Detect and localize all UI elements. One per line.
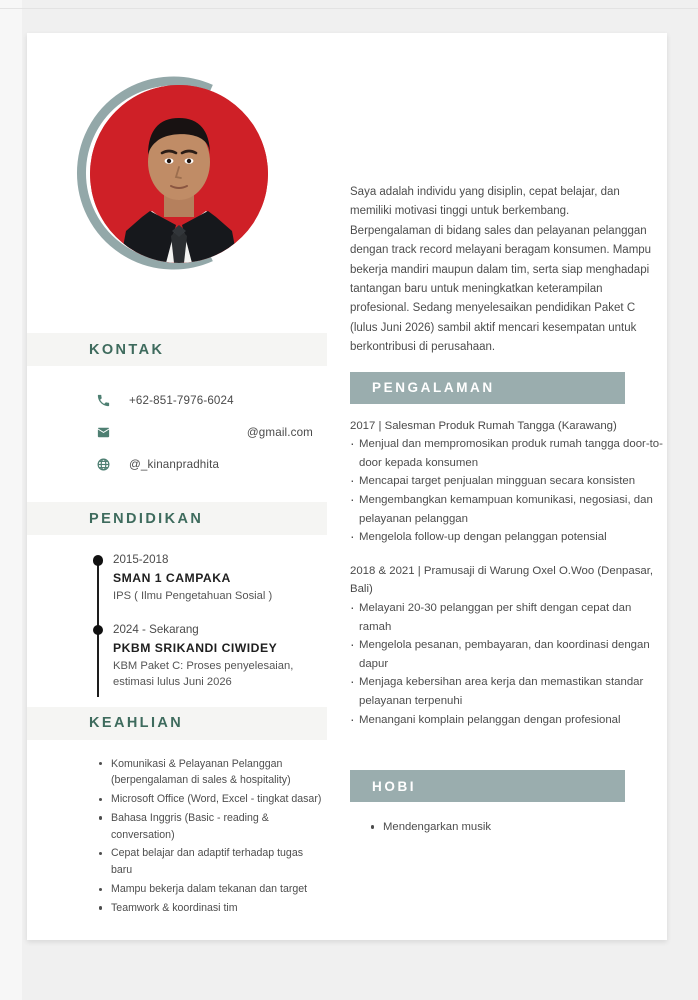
education-item bbox=[27, 621, 327, 691]
cv-right-column bbox=[327, 33, 667, 940]
experience-bullet: · Melayani 20-30 pelanggan per shift dengan cepat dan ramah bbox=[350, 599, 663, 636]
experience-entry bbox=[350, 417, 663, 547]
section-title-hobi: HOBI bbox=[372, 778, 417, 794]
education-item bbox=[27, 551, 327, 605]
spacer bbox=[327, 744, 667, 770]
skill-item: Microsoft Office (Word, Excel - tingkat dasar) bbox=[99, 791, 327, 808]
education-date: 2015-2018 bbox=[113, 553, 169, 566]
section-header-pendidikan bbox=[27, 502, 327, 535]
page-top-divider bbox=[0, 8, 698, 9]
experience-bullets bbox=[350, 435, 663, 547]
hobbies-list bbox=[327, 802, 667, 836]
contact-phone-value: +62-851-7976-6024 bbox=[129, 393, 234, 407]
profile-photo-block bbox=[27, 33, 327, 333]
education-detail: KBM Paket C: Proses penyelesaian, estimasi lulus Juni 2026 bbox=[113, 659, 294, 688]
experience-bullet: · Menangani komplain pelanggan dengan profesional bbox=[350, 711, 663, 730]
experience-bullet: · Mencapai target penjualan mingguan secara konsisten bbox=[350, 472, 663, 491]
experience-bullet: · Menjaga kebersihan area kerja dan memastikan standar pelayanan terpenuhi bbox=[350, 673, 663, 710]
hobby-item: Mendengarkan musik bbox=[371, 818, 667, 836]
contact-item-email[interactable] bbox=[27, 416, 327, 448]
experience-bullet: · Mengembangkan kemampuan komunikasi, negosiasi, dan pelayanan pelanggan bbox=[350, 491, 663, 528]
education-school: PKBM SRIKANDI CIWIDEY bbox=[113, 640, 278, 655]
section-title-kontak: KONTAK bbox=[89, 341, 165, 358]
section-title-pengalaman: PENGALAMAN bbox=[372, 380, 495, 396]
phone-icon bbox=[95, 392, 112, 409]
skill-item: Komunikasi & Pelayanan Pelanggan (berpengalaman di sales & hospitality) bbox=[99, 756, 327, 790]
profile-summary: Saya adalah individu yang disiplin, cepat belajar, dan memiliki motivasi tinggi untuk berkembang. Berpengalaman di bidang sales dan pelayanan pelanggan dengan track record melayani beragam konsumen. Mampu bekerja mandiri maupun dalam tim, serta siap menghadapi tantangan baru untuk meningkatkan keterampilan profesional. Sedang menyelesaikan pendidikan Paket C (lulus Juni 2026) sambil aktif mencari kesempatan untuk berkontribusi di perusahaan. bbox=[350, 186, 652, 354]
skills-list bbox=[27, 740, 327, 917]
timeline-dot-icon bbox=[93, 555, 104, 566]
skill-item: Mampu bekerja dalam tekanan dan target bbox=[99, 881, 327, 898]
education-school: SMAN 1 CAMPAKA bbox=[113, 571, 231, 585]
skill-item: Cepat belajar dan adaptif terhadap tugas baru bbox=[99, 845, 327, 879]
cv-document-page bbox=[27, 33, 667, 940]
experience-entry bbox=[350, 562, 663, 729]
experience-bullet: · Menjual dan mempromosikan produk rumah tangga door-to-door kepada konsumen bbox=[350, 435, 663, 472]
contact-item-phone[interactable] bbox=[27, 384, 327, 416]
education-timeline bbox=[27, 535, 327, 691]
globe-icon bbox=[95, 456, 112, 473]
section-header-pengalaman bbox=[350, 372, 625, 404]
cv-body bbox=[27, 33, 667, 940]
contact-email-value: @gmail.com bbox=[246, 425, 313, 439]
contact-social-value: @_kinanpradhita bbox=[129, 457, 220, 471]
contact-list bbox=[27, 366, 327, 480]
section-header-kontak bbox=[27, 333, 327, 366]
cv-left-column bbox=[27, 33, 327, 940]
experience-heading: 2017 | Salesman Produk Rumah Tangga (Karawang) bbox=[350, 419, 617, 432]
spacer bbox=[327, 358, 667, 372]
section-header-hobi bbox=[350, 770, 625, 802]
education-date: 2024 - Sekarang bbox=[113, 622, 199, 636]
experience-bullet: · Mengelola pesanan, pembayaran, dan koordinasi dengan dapur bbox=[350, 636, 663, 673]
contact-item-social[interactable] bbox=[27, 448, 327, 480]
experience-heading: 2018 & 2021 | Pramusaji di Warung Oxel O.Woo (Denpasar, Bali) bbox=[350, 564, 654, 596]
page-left-gutter bbox=[0, 0, 22, 1000]
portrait-illustration-icon bbox=[90, 85, 268, 263]
skill-item: Teamwork & koordinasi tim bbox=[99, 900, 327, 917]
envelope-icon bbox=[95, 424, 112, 441]
experience-list bbox=[327, 404, 667, 730]
section-header-keahlian bbox=[27, 707, 327, 740]
skill-item: Bahasa Inggris (Basic - reading & conversation) bbox=[99, 810, 327, 844]
education-detail: IPS ( Ilmu Pengetahuan Sosial ) bbox=[113, 590, 273, 602]
section-title-keahlian: KEAHLIAN bbox=[89, 715, 184, 731]
profile-photo bbox=[90, 85, 268, 263]
timeline-dot-icon bbox=[93, 625, 104, 636]
section-title-pendidikan: PENDIDIKAN bbox=[89, 510, 204, 527]
experience-bullet: · Mengelola follow-up dengan pelanggan potensial bbox=[350, 528, 663, 547]
experience-bullets bbox=[350, 599, 663, 729]
